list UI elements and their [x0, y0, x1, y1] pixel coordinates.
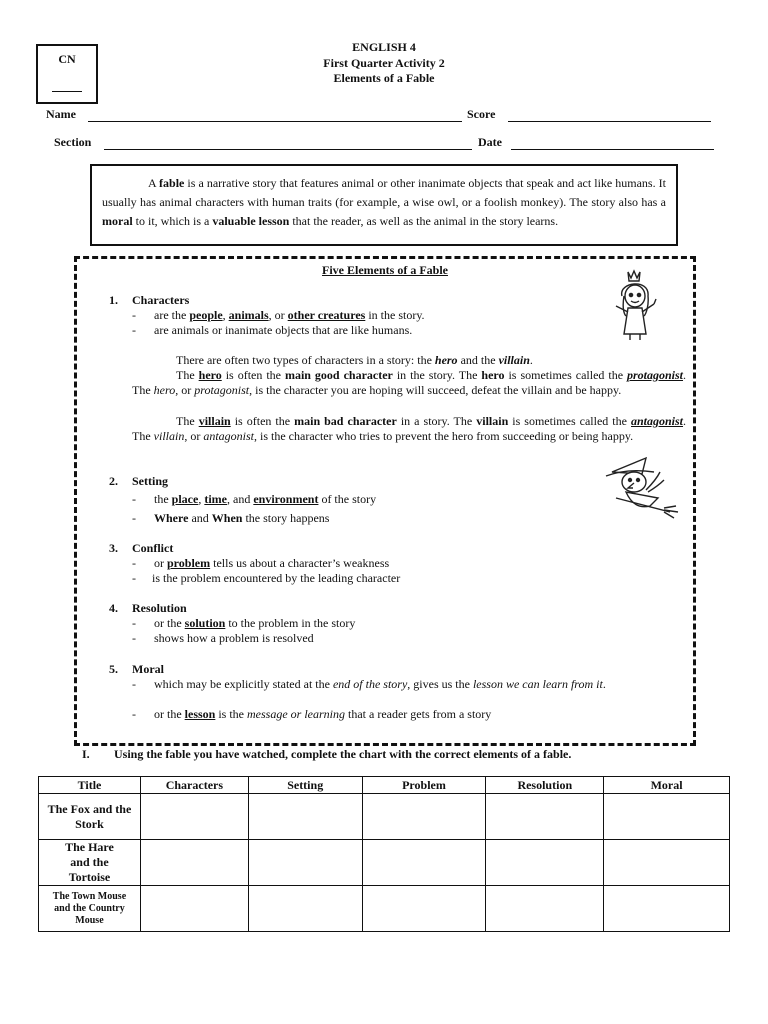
section-label: Section	[54, 135, 92, 149]
characters-types-text: There are often two types of characters in a story: the hero and the villain.	[176, 353, 533, 367]
elements-title: Five Elements of a Fable	[322, 263, 448, 277]
princess-icon	[606, 266, 662, 342]
score-field[interactable]	[508, 121, 711, 122]
cell-moral[interactable]	[604, 886, 730, 932]
score-label: Score	[467, 107, 496, 121]
cell-setting[interactable]	[248, 794, 362, 840]
fable-definition: A fable is a narrative story that features animal or other inanimate objects that speak and act like humans. It usually has animal characters with human traits (for example, a wise owl, or a foolish monkey). The story also has a moral to it, which is a valuable lesson that the reader, as well as the animal in the story learns.	[102, 176, 666, 228]
conflict-bullet-1: - or problem tells us about a character’s weakness	[132, 556, 390, 570]
fable-elements-chart	[38, 776, 730, 932]
header-characters: Characters	[140, 777, 248, 794]
date-label: Date	[478, 135, 502, 149]
hero-paragraph: The hero is often the main good character in the story. The hero is sometimes called the protagonist. The hero, or protagonist, is the character you are hoping will succeed, defeat the villain and be happy.	[132, 368, 687, 397]
header-moral: Moral	[604, 777, 730, 794]
cell-moral[interactable]	[604, 840, 730, 886]
cell-resolution[interactable]	[486, 840, 604, 886]
cell-moral[interactable]	[604, 794, 730, 840]
conflict-number: 3.	[109, 541, 118, 555]
row-title-fox-stork: The Fox and the Stork	[39, 794, 141, 840]
table-row	[39, 794, 730, 840]
resolution-heading: Resolution	[132, 601, 187, 615]
header-title: Title	[39, 777, 141, 794]
resolution-bullet-2: - shows how a problem is resolved	[132, 631, 314, 645]
moral-bullet-2: - or the lesson is the message or learning that a reader gets from a story	[132, 707, 492, 721]
moral-number: 5.	[109, 662, 118, 676]
setting-bullet-1: - the place, time, and environment of the story	[132, 492, 377, 506]
cell-characters[interactable]	[140, 840, 248, 886]
cell-problem[interactable]	[362, 886, 486, 932]
cell-problem[interactable]	[362, 794, 486, 840]
date-field[interactable]	[511, 149, 714, 150]
header-resolution: Resolution	[486, 777, 604, 794]
characters-bullet-1: - are the people, animals, or other creatures in the story.	[132, 308, 425, 322]
cell-setting[interactable]	[248, 886, 362, 932]
conflict-bullet-2: - is the problem encountered by the leading character	[132, 571, 401, 585]
cell-resolution[interactable]	[486, 794, 604, 840]
name-field[interactable]	[88, 121, 462, 122]
fable-definition-box	[90, 164, 678, 246]
setting-number: 2.	[109, 474, 118, 488]
resolution-bullet-1: - or the solution to the problem in the story	[132, 616, 356, 630]
villain-paragraph: The villain is often the main bad character in a story. The villain is sometimes called the antagonist. The villain, or antagonist, is the character who tries to prevent the hero from succeeding or being happy.	[132, 414, 687, 443]
cell-problem[interactable]	[362, 840, 486, 886]
row-title-town-country-mouse: The Town Mouse and the Country Mouse	[39, 886, 141, 932]
table-row	[39, 840, 730, 886]
table-row	[39, 886, 730, 932]
witch-icon	[598, 450, 680, 520]
characters-bullet-2: - are animals or inanimate objects that are like humans.	[132, 323, 413, 337]
header-setting: Setting	[248, 777, 362, 794]
row-title-hare-tortoise: The Hare and the Tortoise	[39, 840, 141, 886]
cell-characters[interactable]	[140, 794, 248, 840]
section-field[interactable]	[104, 149, 472, 150]
subject-title: ENGLISH 4	[352, 40, 416, 54]
setting-bullet-2: - Where and When the story happens	[132, 511, 330, 525]
cn-answer-line[interactable]	[52, 91, 82, 92]
instruction-text: Using the fable you have watched, complete the chart with the correct elements of a fable.	[114, 747, 572, 761]
name-label: Name	[46, 107, 76, 121]
topic-title: Elements of a Fable	[333, 71, 435, 85]
moral-bullet-1: - which may be explicitly stated at the end of the story, gives us the lesson we can learn from it.	[132, 677, 606, 691]
moral-heading: Moral	[132, 662, 164, 676]
activity-title: First Quarter Activity 2	[323, 56, 445, 70]
resolution-number: 4.	[109, 601, 118, 615]
setting-heading: Setting	[132, 474, 168, 488]
chart-header-row	[39, 777, 730, 794]
characters-heading: Characters	[132, 293, 190, 307]
cell-setting[interactable]	[248, 840, 362, 886]
conflict-heading: Conflict	[132, 541, 174, 555]
characters-number: 1.	[109, 293, 118, 307]
cell-characters[interactable]	[140, 886, 248, 932]
cell-resolution[interactable]	[486, 886, 604, 932]
instruction-numeral: I.	[82, 747, 90, 761]
header-problem: Problem	[362, 777, 486, 794]
cn-label: CN	[58, 52, 76, 66]
